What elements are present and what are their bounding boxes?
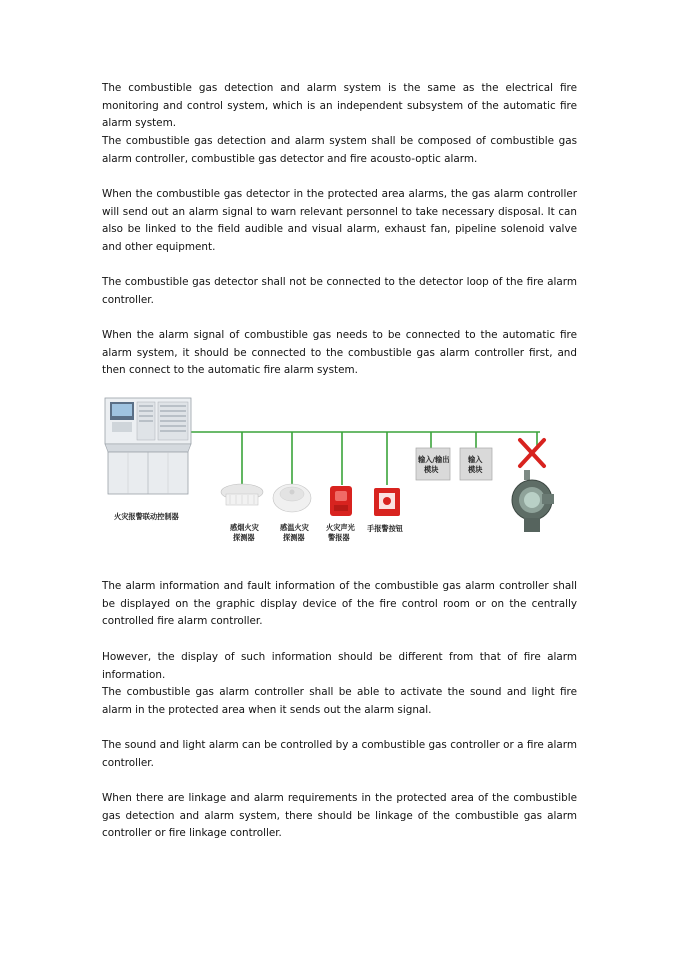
manual-alarm-button-image [374, 488, 400, 516]
io-module-label-2: 模块 [424, 465, 439, 474]
paragraph-5: When the alarm signal of combustible gas needs to be connected to the automatic fire alarm system, it should be connected to the combustible gas alarm controller first, and then connect to the automatic fire alarm system. [102, 329, 577, 377]
input-module-image [460, 448, 492, 480]
smoke-detector-label-1: 感烟火灾 [230, 523, 259, 532]
io-module-image [416, 448, 450, 480]
input-module-label-2: 模块 [468, 465, 483, 474]
paragraph-4: The combustible gas detector shall not be connected to the detector loop of the fire alarm controller. [102, 276, 577, 306]
paragraph-9: The sound and light alarm can be controlled by a combustible gas controller or a fire alarm controller. [102, 739, 577, 769]
paragraph-1: The combustible gas detection and alarm system is the same as the electrical fire monitoring and control system, which is an independent subsystem of the automatic fire alarm system. [102, 82, 577, 130]
smoke-detector-label-2: 探测器 [233, 533, 255, 542]
controller-cabinet-image [105, 398, 191, 494]
controller-label: 火灾报警联动控制器 [114, 512, 179, 521]
heat-detector-label-2: 探测器 [283, 533, 305, 542]
alarm-label-2: 警报器 [328, 533, 350, 542]
paragraph-2: The combustible gas detection and alarm system shall be composed of combustible gas alarm controller, combustible gas detector and fire acousto-optic alarm. [102, 135, 577, 165]
paragraph-7: However, the display of such information should be different from that of fire alarm information. [102, 651, 577, 681]
not-connected-x-icon [520, 440, 544, 466]
gas-detector-image [512, 470, 554, 532]
heat-detector-image [273, 484, 311, 512]
smoke-detector-image [221, 484, 263, 505]
paragraph-6: The alarm information and fault information of the combustible gas alarm controller shall be displayed on the graphic display device of the fire control room or on the centrally controlled fire alarm controller. [102, 580, 577, 628]
paragraph-10: When there are linkage and alarm requirements in the protected area of the combustible gas detection and alarm system, there should be linkage of the combustible gas alarm controller or fire linkage controller. [102, 792, 577, 840]
paragraph-3: When the combustible gas detector in the protected area alarms, the gas alarm controller will send out an alarm signal to warn relevant personnel to take necessary disposal. It can also be linked to the field audible and visual alarm, exhaust fan, pipeline solenoid valve and other equipment. [102, 188, 577, 253]
alarm-label-1: 火灾声光 [326, 523, 355, 532]
input-module-label-1: 输入 [468, 455, 483, 464]
heat-detector-label-1: 感温火灾 [280, 523, 309, 532]
system-diagram [102, 390, 562, 556]
io-module-label-1: 输入/输出 [418, 455, 450, 464]
sound-light-alarm-image [330, 486, 352, 516]
manual-button-label: 手报警按钮 [367, 524, 403, 533]
paragraph-8: The combustible gas alarm controller shall be able to activate the sound and light fire alarm in the protected area when it sends out the alarm signal. [102, 686, 577, 716]
